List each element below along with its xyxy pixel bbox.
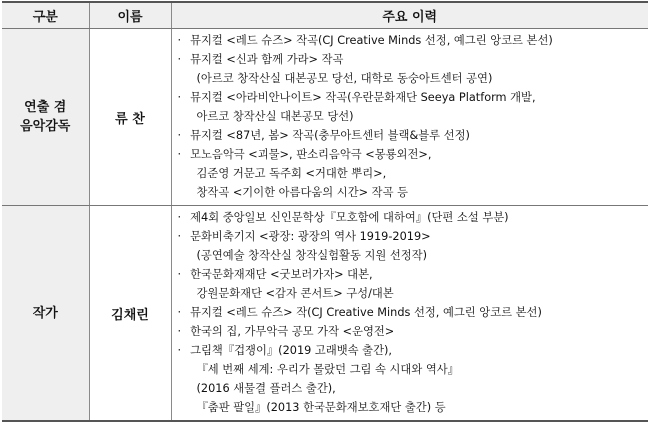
row-history-list [171,29,648,206]
header-category: 구분 [2,2,89,29]
bullet-icon: · [177,148,182,161]
history-item [178,88,649,107]
category-line: 음악감독 [20,119,71,134]
history-item [178,31,649,50]
history-item [178,284,649,303]
bullet-icon: · [177,344,182,357]
history-item [178,145,649,164]
history-item [178,208,649,227]
bullet-icon: · [177,306,182,319]
bullet-icon: · [177,230,182,243]
history-item [178,398,649,417]
history-text: 강원문화재단 <감자 콘서트> 구성/대본 [196,287,394,300]
category-line: 작가 [32,305,58,321]
bullet-icon: · [177,268,182,281]
profile-table [2,1,648,422]
bullet-icon: · [177,325,182,338]
history-item [178,164,649,183]
history-text: 뮤지컬 <87년, 봄> 작곡(충무아트센터 블랙&블루 선정) [190,129,470,142]
history-text: 뮤지컬 <레드 슈즈> 작(CJ Creative Minds 선정, 예그린 앙코르 본선) [190,306,542,319]
row-category [2,206,89,422]
history-item [178,322,649,341]
history-text: (아르코 창작산실 대본공모 당선, 대학로 동숭아트센터 공연) [196,72,493,85]
table-row [2,29,648,206]
history-item [178,265,649,284]
history-text: 한국의 집, 가무악극 공모 가작 <운영전> [190,325,395,338]
history-text: 그림책『겁쟁이』(2019 고래뱃속 출간), [190,344,392,357]
history-text: 『세 번째 세계: 우리가 몰랐던 그림 속 시대와 역사』 [196,363,459,376]
history-text: 『춤판 팔일』(2013 한국문화재보호재단 출간) 등 [196,401,446,414]
history-item [178,126,649,145]
header-history: 주요 이력 [171,2,648,29]
history-text: 한국문화재재단 <굿보러가자> 대본, [190,268,373,281]
history-text: 모노음악극 <괴물>, 판소리음악극 <몽룡외전>, [190,148,432,161]
history-item [178,360,649,379]
header-row [2,2,648,29]
history-item [178,69,649,88]
history-text: (공연예술 창작산실 창작실험활동 지원 선정작) [196,249,428,262]
history-text: 문화비축기지 <광장: 광장의 역사 1919-2019> [190,230,431,243]
history-item [178,379,649,398]
history-item [178,246,649,265]
history-text: 뮤지컬 <신과 함께 가라> 작곡 [190,53,344,66]
bullet-icon: · [177,91,182,104]
history-item [178,303,649,322]
bullet-icon: · [177,53,182,66]
row-category [2,29,89,206]
history-text: 창작곡 <기이한 아름다움의 시간> 작곡 등 [196,186,408,199]
history-text: 김준영 거문고 독주회 <거대한 뿌리>, [196,167,387,180]
history-item [178,341,649,360]
history-item [178,50,649,69]
history-item [178,107,649,126]
history-item [178,227,649,246]
history-text: 뮤지컬 <레드 슈즈> 작곡(CJ Creative Minds 선정, 예그린 앙코르 본선) [190,34,553,47]
table-row [2,206,648,422]
bullet-icon: · [177,34,182,47]
bullet-icon: · [177,129,182,142]
row-name: 류 찬 [89,29,171,206]
category-line: 연출 겸 [24,100,67,115]
header-name: 이름 [89,2,171,29]
history-text: (2016 새물결 플러스 출간), [196,382,336,395]
row-history-list [171,206,648,422]
history-text: 뮤지컬 <아라비안나이트> 작곡(우란문화재단 Seeya Platform 개발, [190,91,536,104]
history-text: 아르코 창작산실 대본공모 당선) [196,110,354,123]
history-item [178,183,649,202]
history-text: 제4회 중앙일보 신인문학상『모호함에 대하여』(단편 소설 부분) [190,211,509,224]
bullet-icon: · [177,211,182,224]
row-name: 김채린 [89,206,171,422]
